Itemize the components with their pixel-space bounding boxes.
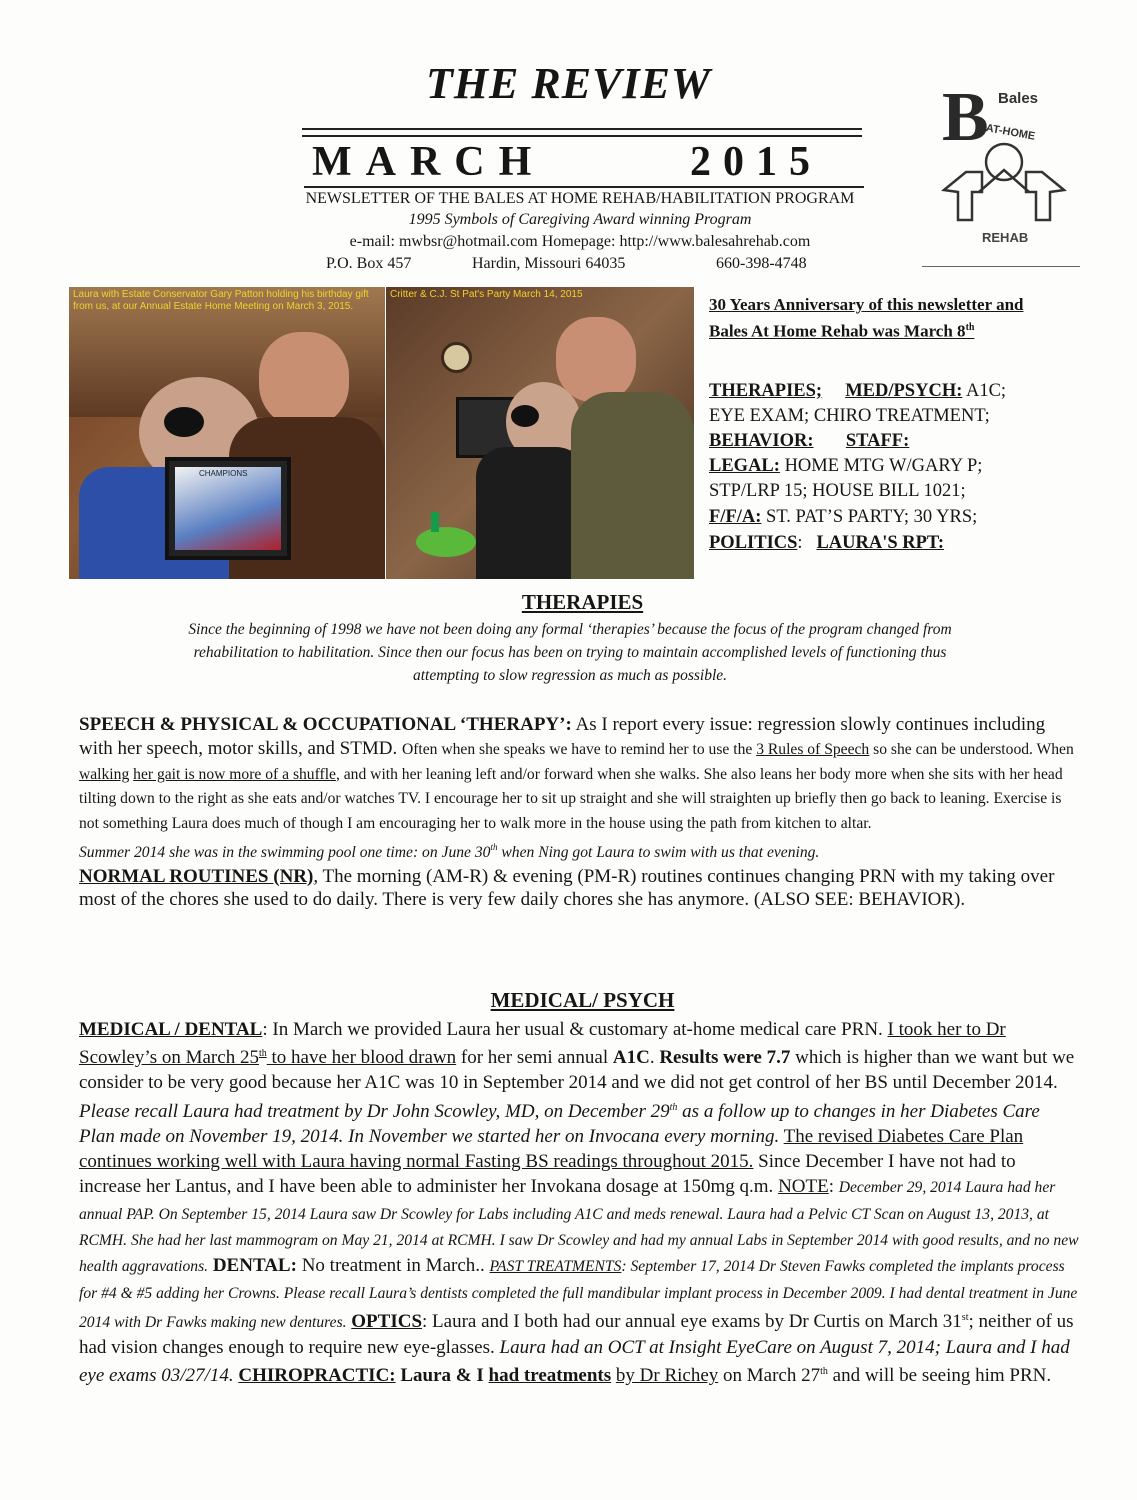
title-rule-top [302,128,862,130]
toc-line-6: F/F/A: ST. PAT’S PARTY; 30 YRS; [709,507,978,527]
logo-rule [922,266,1080,267]
issue-year: 2015 [690,139,822,185]
issue-month: MARCH [312,139,546,185]
bales-logo [924,70,1084,260]
newsletter-subtitle: NEWSLETTER OF THE BALES AT HOME REHAB/HABILITATION PROGRAM [305,190,855,207]
logo-sub: REHAB [982,230,1029,245]
therapies-intro-2: rehabilitation to habilitation. Since then our focus has been on trying to maintain accomplished levels of functioning thus [193,644,947,661]
anniversary-note: 30 Years Anniversary of this newsletter and Bales At Home Rehab was March 8th [709,295,1024,341]
photo-laura-gary [69,287,385,579]
therapies-intro-1: Since the beginning of 1998 we have not been doing any formal ‘therapies’ because the focus of the program changed from [188,621,952,638]
logo-name: Bales [998,90,1039,107]
medical-paragraph: MEDICAL / DENTAL: In March we provided Laura her usual & customary at-home medical care PRN. I took her to Dr Scowley’s on March 25th to have her blood drawn for her semi annual A1C. Results were 7.7 which is higher than we want but we consider to be very good because her A1C was 10 in September 2014 and we did not get control of her BS until December 2014. Please recall Laura had treatment by Dr John Scowley, MD, on December 29th as a follow up to changes in her Diabetes Care Plan made on November 19, 2014. In November we started her on Invocana every morning. The revised Diabetes Care Plan continues working well with Laura having normal Fasting BS readings throughout 2015. Since December I have not had to increase her Lantus, and I have been able to administer her Invokana dosage at 150mg q.m. NOTE: December 29, 2014 Laura had her annual PAP. On September 15, 2014 Laura saw Dr Scowley for Labs including A1C and meds renewal. Laura had a Pelvic CT Scan on August 13, 2013, at RCMH. She had her last mammogram on May 21, 2014 at RCMH. I saw Dr Scowley and had my annual Labs in September 2014 with good results, and no new health aggravations. DENTAL: No treatment in March.. PAST TREATMENTS: September 17, 2014 Dr Steven Fawks completed the implants process for #4 & #5 adding her Crowns. Please recall Laura’s dentists completed the full mandibular implant process in December 2009. I had dental treatment in June 2014 with Dr Fawks making new dentures. OPTICS: Laura and I both had our annual eye exams by Dr Curtis on March 31st; neither of us had vision changes enough to require new eye-glasses. Laura had an OCT at Insight EyeCare on August 7, 2014; Laura and I had eye exams 03/27/14. CHIROPRACTIC: Laura & I had treatments by Dr Richey on March 27th and will be seeing him PRN. [79,1019,1079,1387]
toc-line-1: THERAPIES; MED/PSYCH: A1C; [709,381,1007,401]
photo-caption-2: Critter & C.J. St Pat's Party March 14, 2015 [390,289,583,300]
medical-heading: MEDICAL/ PSYCH [490,988,675,1012]
house-people-icon [924,70,1084,260]
award-line: 1995 Symbols of Caregiving Award winning Program [408,211,752,228]
phone-line: 660-398-4748 [716,255,807,272]
toc-line-2: EYE EXAM; CHIRO TREATMENT; [709,406,990,426]
contact-line: e-mail: mwbsr@hotmail.com Homepage: http://www.balesahrehab.com [349,233,811,250]
po-box: P.O. Box 457 [326,255,412,272]
therapies-heading: THERAPIES [521,590,644,614]
photo-st-pats-party [386,287,694,579]
logo-letter: B [942,79,989,156]
frame-text: CHAMPIONS [199,469,248,478]
photo-caption-1: Laura with Estate Conservator Gary Patton holding his birthday gift from us, at our Annual Estate Home Meeting on March 3, 2015. [73,289,369,312]
logo-arc-text: AT-HOME [984,122,1037,143]
city-line: Hardin, Missouri 64035 [472,255,626,272]
newsletter-title: THE REVIEW [425,59,712,108]
toc-line-3: BEHAVIOR: STAFF: [709,431,910,451]
toc-line-5: STP/LRP 15; HOUSE BILL 1021; [709,481,966,501]
title-rule-bottom [302,135,862,137]
therapies-intro-3: attempting to slow regression as much as possible. [412,667,728,684]
speech-paragraph: SPEECH & PHYSICAL & OCCUPATIONAL ‘THERAPY’: As I report every issue: regression slowly continues including with her speech, motor skills, and STMD. Often when she speaks we have to remind her to use the 3 Rules of Speech so she can be understood. When walking her gait is now more of a shuffle, and with her leaning left and/or forward when she walks. She also leans her body more when she sits with her head tilting down to the right as she eats and/or watches TV. I encourage her to sit up straight and she will straighten up briefly then go back to leaning. Exercise is not something Laura does much of though I am encouraging her to walk more in the house using the path from kitchen to altar. Summer 2014 she was in the swimming pool one time: on June 30th when Ning got Laura to swim with us that evening. NORMAL ROUTINES (NR), The morning (AM-R) & evening (PM-R) routines continues changing PRN with my taking over most of the chores she used to do daily. There is very few daily chores she has anymore. (ALSO SEE: BEHAVIOR). [79,714,1074,911]
toc-line-7: POLITICS: LAURA'S RPT: [709,533,945,553]
toc-line-4: LEGAL: HOME MTG W/GARY P; [709,456,983,476]
month-rule [304,186,864,188]
